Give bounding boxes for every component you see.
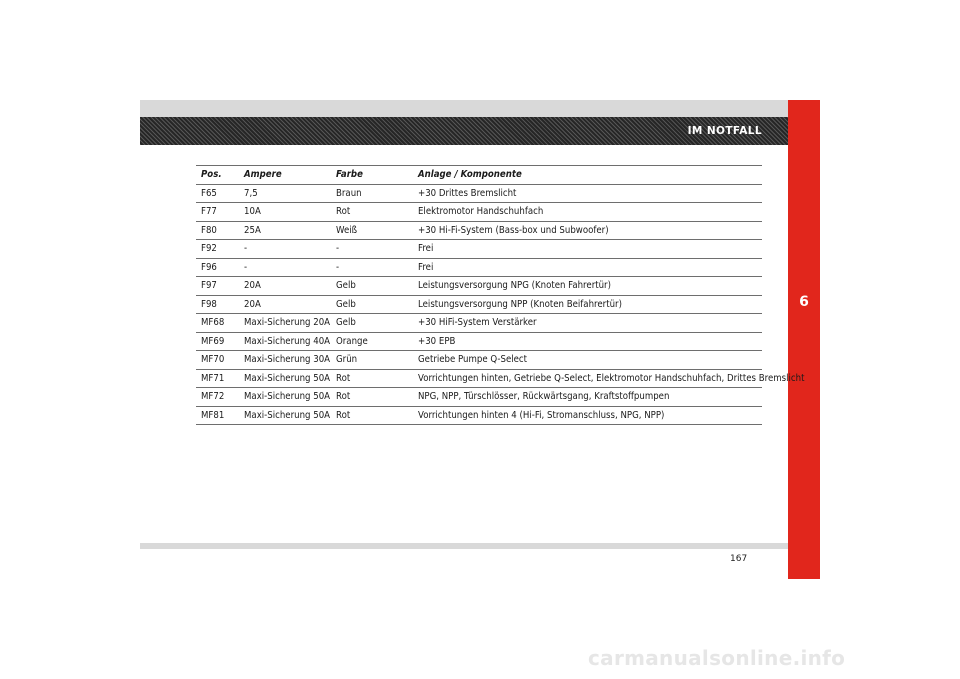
cell-komponente: Elektromotor Handschuhfach bbox=[418, 206, 544, 217]
cell-komponente: Leistungsversorgung NPG (Knoten Fahrertür) bbox=[418, 280, 611, 291]
table-row bbox=[196, 221, 762, 240]
cell-komponente: Getriebe Pumpe Q-Select bbox=[418, 354, 528, 365]
chapter-side-tab bbox=[788, 100, 820, 579]
cell-ampere: 20A bbox=[244, 280, 261, 291]
cell-ampere: Maxi-Sicherung 50A bbox=[244, 391, 331, 402]
table-row bbox=[196, 258, 762, 277]
cell-ampere: Maxi-Sicherung 50A bbox=[244, 409, 331, 421]
table-row bbox=[196, 276, 762, 295]
cell-komponente: +30 Drittes Bremslicht bbox=[418, 187, 517, 199]
cell-pos: MF69 bbox=[201, 335, 225, 347]
cell-farbe: Rot bbox=[336, 391, 351, 402]
header-farbe: Farbe bbox=[336, 169, 363, 180]
cell-farbe: Grün bbox=[336, 354, 358, 365]
cell-pos: F97 bbox=[201, 280, 217, 291]
cell-farbe: Weiß bbox=[336, 224, 358, 236]
cell-pos: MF72 bbox=[201, 391, 225, 402]
table-row bbox=[196, 332, 762, 351]
top-gray-band bbox=[140, 100, 788, 117]
cell-pos: MF71 bbox=[201, 372, 225, 384]
page-number: 167 bbox=[730, 554, 748, 564]
table-header-row bbox=[196, 165, 762, 184]
header-pos: Pos. bbox=[201, 169, 222, 180]
section-header-bar bbox=[140, 117, 788, 145]
cell-ampere: Maxi-Sicherung 30A bbox=[244, 354, 331, 365]
bottom-gray-band bbox=[140, 543, 788, 549]
cell-pos: MF70 bbox=[201, 354, 225, 365]
table-row bbox=[196, 406, 762, 426]
table-row bbox=[196, 202, 762, 221]
cell-ampere: 7,5 bbox=[244, 187, 258, 199]
watermark: carmanualsonline.info bbox=[588, 646, 846, 670]
cell-ampere: 20A bbox=[244, 298, 261, 310]
cell-pos: F98 bbox=[201, 298, 217, 310]
fuse-table bbox=[196, 165, 805, 425]
table-row bbox=[196, 239, 762, 258]
cell-pos: F92 bbox=[201, 243, 217, 254]
header-komponente: Anlage / Komponente bbox=[418, 169, 522, 180]
cell-komponente: +30 EPB bbox=[418, 335, 456, 347]
table-row bbox=[196, 369, 805, 388]
cell-ampere: Maxi-Sicherung 40A bbox=[244, 335, 331, 347]
cell-ampere: 25A bbox=[244, 224, 261, 236]
cell-pos: F96 bbox=[201, 261, 217, 273]
cell-pos: MF81 bbox=[201, 409, 225, 421]
chapter-number: 6 bbox=[799, 294, 809, 310]
cell-farbe: Orange bbox=[336, 335, 368, 347]
cell-komponente: Vorrichtungen hinten 4 (Hi-Fi, Stromanschluss, NPG, NPP) bbox=[418, 409, 665, 421]
cell-komponente: Frei bbox=[418, 243, 434, 254]
cell-farbe: - bbox=[336, 261, 340, 273]
cell-farbe: Gelb bbox=[336, 298, 356, 310]
header-ampere: Ampere bbox=[244, 169, 282, 180]
cell-ampere: Maxi-Sicherung 50A bbox=[244, 372, 331, 384]
cell-pos: F77 bbox=[201, 206, 217, 217]
cell-farbe: Rot bbox=[336, 206, 351, 217]
cell-ampere: - bbox=[244, 243, 248, 254]
cell-farbe: Gelb bbox=[336, 317, 356, 328]
cell-pos: F65 bbox=[201, 187, 217, 199]
cell-pos: MF68 bbox=[201, 317, 225, 328]
cell-farbe: Gelb bbox=[336, 280, 356, 291]
table-row bbox=[196, 313, 762, 332]
cell-farbe: Braun bbox=[336, 187, 362, 199]
table-row bbox=[196, 350, 762, 369]
cell-farbe: Rot bbox=[336, 372, 351, 384]
table-row bbox=[196, 387, 762, 406]
cell-ampere: - bbox=[244, 261, 248, 273]
cell-komponente: Frei bbox=[418, 261, 434, 273]
cell-komponente: +30 Hi-Fi-System (Bass-box und Subwoofer) bbox=[418, 224, 609, 236]
cell-komponente: Vorrichtungen hinten, Getriebe Q-Select, Elektromotor Handschuhfach, Drittes Bremslicht bbox=[418, 372, 805, 384]
cell-farbe: - bbox=[336, 243, 340, 254]
cell-komponente: +30 HiFi-System Verstärker bbox=[418, 317, 537, 328]
cell-pos: F80 bbox=[201, 224, 217, 236]
cell-farbe: Rot bbox=[336, 409, 351, 421]
cell-komponente: NPG, NPP, Türschlösser, Rückwärtsgang, Kraftstoffpumpen bbox=[418, 391, 670, 402]
cell-komponente: Leistungsversorgung NPP (Knoten Beifahrertür) bbox=[418, 298, 622, 310]
table-row bbox=[196, 184, 762, 203]
cell-ampere: 10A bbox=[244, 206, 261, 217]
cell-ampere: Maxi-Sicherung 20A bbox=[244, 317, 331, 328]
table-row bbox=[196, 295, 762, 314]
section-title: IM NOTFALL bbox=[687, 125, 762, 137]
